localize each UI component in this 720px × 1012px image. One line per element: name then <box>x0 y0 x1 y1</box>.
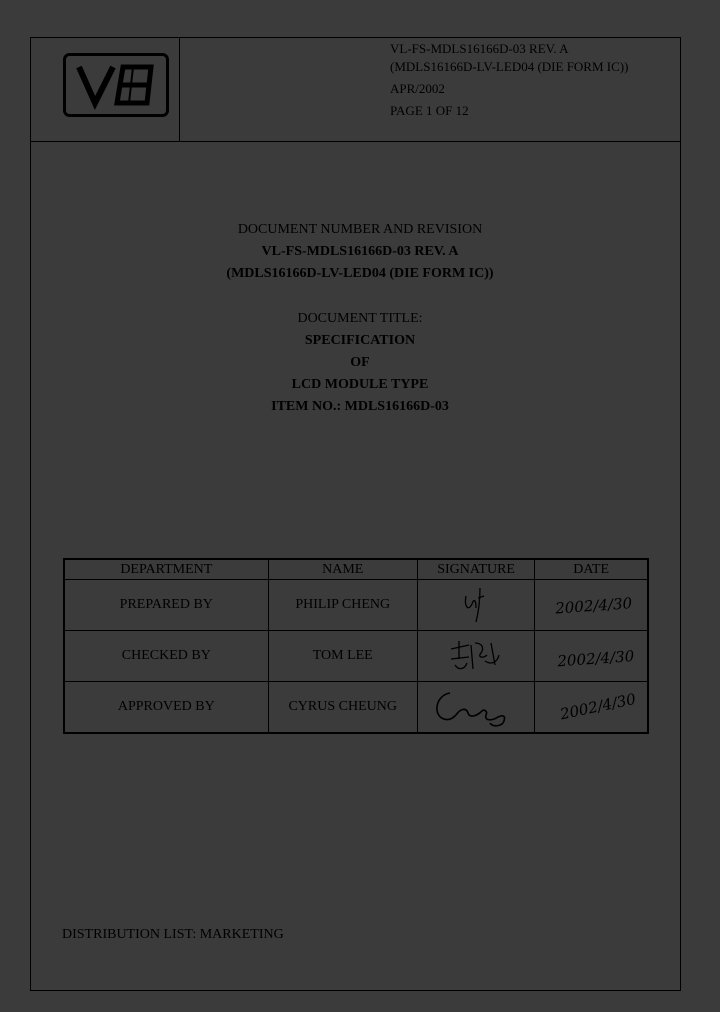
document-number-block <box>0 219 720 285</box>
date-cell <box>535 631 648 682</box>
item-number: ITEM NO.: MDLS16166D-03 <box>271 399 449 414</box>
handwritten-date-prepared <box>541 583 641 623</box>
signature-approved <box>426 685 526 729</box>
table-row <box>64 631 648 682</box>
signature-checked <box>441 635 511 677</box>
header-signature: SIGNATURE <box>417 559 534 580</box>
approval-header-row <box>64 559 648 580</box>
document-title-line3: LCD MODULE TYPE <box>291 377 429 392</box>
table-row <box>64 682 648 734</box>
department-cell: CHECKED BY <box>64 631 268 682</box>
header-info <box>390 40 628 120</box>
document-number: VL-FS-MDLS16166D-03 REV. A <box>261 244 459 259</box>
header-page: PAGE 1 OF 12 <box>390 103 469 118</box>
name-cell: PHILIP CHENG <box>268 580 417 631</box>
header-name: NAME <box>268 559 417 580</box>
document-number-heading: DOCUMENT NUMBER AND REVISION <box>237 222 483 237</box>
header-doc-ref: VL-FS-MDLS16166D-03 REV. A <box>390 41 569 56</box>
signature-cell <box>417 631 534 682</box>
page-frame <box>30 37 681 991</box>
signature-cell <box>417 580 534 631</box>
document-title-line2: OF <box>350 355 370 370</box>
logo-cell <box>30 37 180 141</box>
company-logo <box>63 53 169 117</box>
approval-table <box>63 558 649 734</box>
header-doc-sub: (MDLS16166D-LV-LED04 (DIE FORM IC)) <box>390 59 629 74</box>
date-text-prepared: 2002/4/30 <box>554 593 633 617</box>
table-row <box>64 580 648 631</box>
date-text-approved: 2002/4/30 <box>558 689 638 723</box>
department-cell: APPROVED BY <box>64 682 268 734</box>
date-text-checked: 2002/4/30 <box>556 646 635 670</box>
handwritten-date-checked <box>541 634 641 674</box>
date-cell <box>535 682 648 734</box>
document-header <box>30 37 681 142</box>
signature-prepared <box>446 584 506 626</box>
name-cell: CYRUS CHEUNG <box>268 682 417 734</box>
header-date: DATE <box>535 559 648 580</box>
header-date: APR/2002 <box>390 81 445 96</box>
document-number-sub: (MDLS16166D-LV-LED04 (DIE FORM IC)) <box>226 266 494 281</box>
date-cell <box>535 580 648 631</box>
handwritten-date-approved <box>541 685 641 725</box>
signature-cell <box>417 682 534 734</box>
name-cell: TOM LEE <box>268 631 417 682</box>
document-title-block <box>0 308 720 418</box>
document-title-heading: DOCUMENT TITLE: <box>297 311 423 326</box>
department-cell: PREPARED BY <box>64 580 268 631</box>
document-title-line1: SPECIFICATION <box>304 333 416 348</box>
header-department: DEPARTMENT <box>64 559 268 580</box>
distribution-list: DISTRIBUTION LIST: MARKETING <box>62 927 284 942</box>
